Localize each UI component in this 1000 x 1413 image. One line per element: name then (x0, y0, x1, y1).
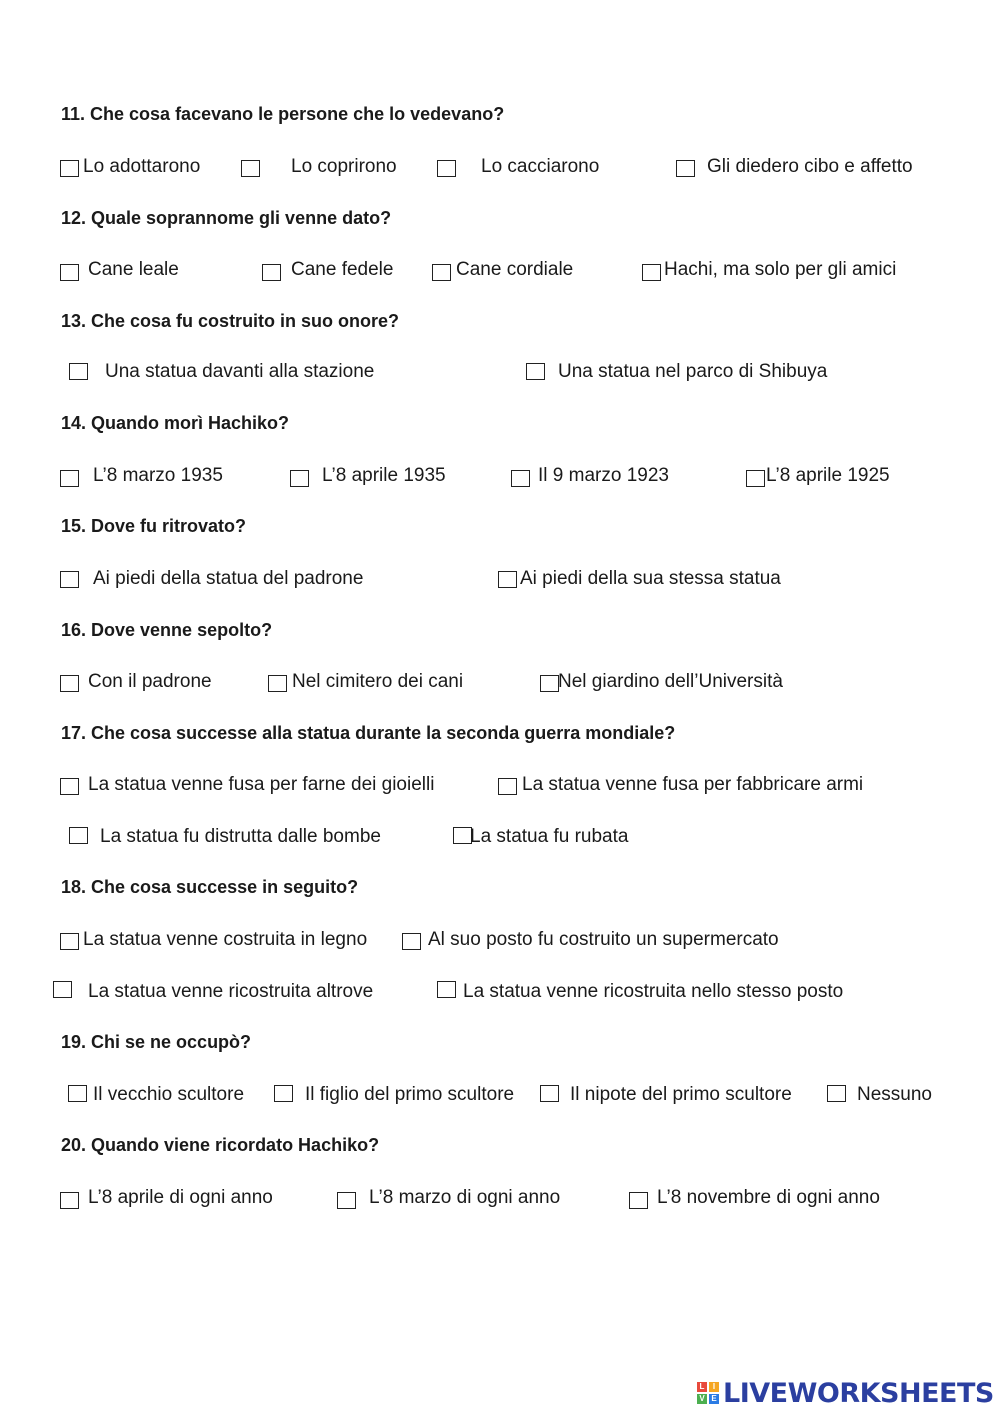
option-label: La statua fu distrutta dalle bombe (100, 826, 381, 847)
checkbox-q16-c[interactable] (540, 675, 559, 692)
checkbox-q14-c[interactable] (511, 470, 530, 487)
option-label: Lo coprirono (291, 156, 397, 177)
question-17-title: 17. Che cosa successe alla statua durante la seconda guerra mondiale? (61, 723, 676, 743)
option-label: Nel cimitero dei cani (292, 671, 464, 692)
option-label: La statua fu rubata (470, 826, 629, 847)
option-label: Ai piedi della sua stessa statua (520, 568, 781, 589)
checkbox-q19-d[interactable] (827, 1085, 846, 1102)
checkbox-q11-d[interactable] (676, 160, 695, 177)
checkbox-q15-b[interactable] (498, 571, 517, 588)
question-16-title: 16. Dove venne sepolto? (61, 620, 273, 640)
checkbox-q15-a[interactable] (60, 571, 79, 588)
option-label: Nel giardino dell’Università (558, 671, 783, 692)
liveworksheets-logo (697, 1378, 994, 1408)
checkbox-q19-a[interactable] (68, 1085, 87, 1102)
question-12-title: 12. Quale soprannome gli venne dato? (61, 208, 392, 228)
checkbox-q18-a[interactable] (60, 933, 79, 950)
question-14-title: 14. Quando morì Hachiko? (61, 413, 290, 433)
checkbox-q13-b[interactable] (526, 363, 545, 380)
option-label: L’8 marzo di ogni anno (369, 1187, 561, 1208)
option-label: Hachi, ma solo per gli amici (664, 259, 897, 280)
option-label: La statua venne ricostruita altrove (88, 981, 374, 1002)
logo-letter: I (709, 1382, 719, 1392)
option-label: Al suo posto fu costruito un supermercato (428, 929, 779, 950)
option-label: La statua venne fusa per fabbricare armi (522, 774, 864, 795)
checkbox-q11-a[interactable] (60, 160, 79, 177)
logo-letter: E (709, 1394, 719, 1404)
checkbox-q16-b[interactable] (268, 675, 287, 692)
checkbox-q13-a[interactable] (69, 363, 88, 380)
option-label: Il 9 marzo 1923 (538, 465, 669, 486)
checkbox-q11-b[interactable] (241, 160, 260, 177)
checkbox-q11-c[interactable] (437, 160, 456, 177)
question-15-title: 15. Dove fu ritrovato? (61, 516, 247, 536)
question-11-title: 11. Che cosa facevano le persone che lo vedevano? (61, 104, 505, 124)
option-label: La statua venne ricostruita nello stesso posto (463, 981, 844, 1002)
checkbox-q20-b[interactable] (337, 1192, 356, 1209)
logo-mark-icon (697, 1382, 719, 1404)
checkbox-q12-c[interactable] (432, 264, 451, 281)
option-label: L’8 marzo 1935 (93, 465, 223, 486)
checkbox-q17-c[interactable] (69, 827, 88, 844)
checkbox-q17-a[interactable] (60, 778, 79, 795)
option-label: La statua venne fusa per farne dei gioielli (88, 774, 435, 795)
checkbox-q17-b[interactable] (498, 778, 517, 795)
checkbox-q18-c[interactable] (53, 981, 72, 998)
checkbox-q14-b[interactable] (290, 470, 309, 487)
question-19-title: 19. Chi se ne occupò? (61, 1032, 252, 1052)
option-label: Gli diedero cibo e affetto (707, 156, 913, 177)
option-label: L’8 novembre di ogni anno (657, 1187, 880, 1208)
option-label: Lo cacciarono (481, 156, 600, 177)
option-label: L’8 aprile 1935 (322, 465, 446, 486)
checkbox-q20-a[interactable] (60, 1192, 79, 1209)
option-label: Il nipote del primo scultore (570, 1084, 792, 1105)
question-20-title: 20. Quando viene ricordato Hachiko? (61, 1135, 380, 1155)
checkbox-q18-d[interactable] (437, 981, 456, 998)
option-label: L’8 aprile 1925 (766, 465, 890, 486)
option-label: Lo adottarono (83, 156, 201, 177)
option-label: Nessuno (857, 1084, 932, 1105)
checkbox-q19-b[interactable] (274, 1085, 293, 1102)
checkbox-q20-c[interactable] (629, 1192, 648, 1209)
option-label: L’8 aprile di ogni anno (88, 1187, 273, 1208)
checkbox-q19-c[interactable] (540, 1085, 559, 1102)
checkbox-q18-b[interactable] (402, 933, 421, 950)
logo-letter: L (697, 1382, 707, 1392)
checkbox-q14-d[interactable] (746, 470, 765, 487)
option-label: Ai piedi della statua del padrone (93, 568, 364, 589)
checkbox-q16-a[interactable] (60, 675, 79, 692)
option-label: Il figlio del primo scultore (305, 1084, 515, 1105)
checkbox-q14-a[interactable] (60, 470, 79, 487)
checkbox-q12-a[interactable] (60, 264, 79, 281)
logo-text: LIVEWORKSHEETS (723, 1377, 994, 1409)
option-label: Con il padrone (88, 671, 212, 692)
checkbox-q12-d[interactable] (642, 264, 661, 281)
logo-letter: V (697, 1394, 707, 1404)
option-label: Una statua nel parco di Shibuya (558, 361, 828, 382)
option-label: Cane cordiale (456, 259, 574, 280)
checkbox-q12-b[interactable] (262, 264, 281, 281)
option-label: La statua venne costruita in legno (83, 929, 368, 950)
option-label: Il vecchio scultore (93, 1084, 245, 1105)
option-label: Una statua davanti alla stazione (105, 361, 375, 382)
option-label: Cane fedele (291, 259, 394, 280)
question-13-title: 13. Che cosa fu costruito in suo onore? (61, 311, 400, 331)
option-label: Cane leale (88, 259, 179, 280)
question-18-title: 18. Che cosa successe in seguito? (61, 877, 359, 897)
